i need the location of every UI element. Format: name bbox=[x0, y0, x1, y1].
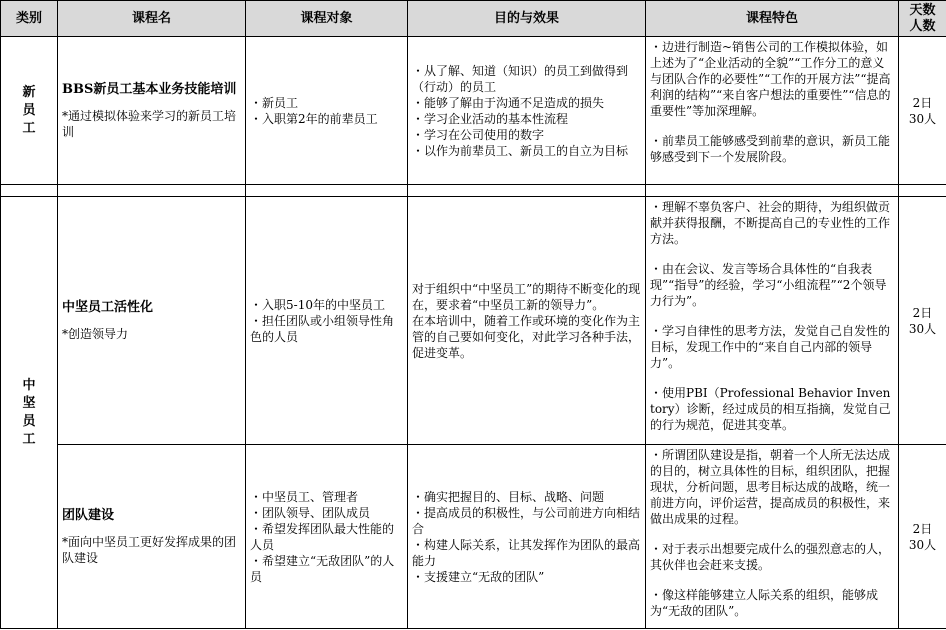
course-subtitle: *创造领导力 bbox=[62, 326, 129, 341]
category-new bbox=[1, 37, 58, 185]
header-target: 课程对象 bbox=[246, 1, 408, 37]
list-item: ・入职第2年的前辈员工 bbox=[250, 111, 378, 126]
people-value: 30人 bbox=[908, 111, 937, 126]
course-title: 团队建设 bbox=[62, 507, 115, 523]
category-mid bbox=[1, 197, 58, 629]
header-people: 人数 bbox=[909, 18, 936, 34]
list-item: ・学习企业活动的基本性流程 bbox=[412, 111, 569, 126]
course-subtitle: *面向中坚员工更好发挥成果的团队建设 bbox=[62, 534, 237, 565]
table-row bbox=[1, 197, 946, 445]
target-cell bbox=[246, 197, 408, 445]
target-cell bbox=[246, 445, 408, 629]
days-people-cell bbox=[899, 445, 946, 629]
list-item: ・所谓团队建设是指，朝着一个人所无法达成的目的，树立具体性的目标，组织团队，把握现状，分析问题，思考目标达成的战略，统一前进方向，评价运营，提高成员的积极性，来做出成果的过程。 bbox=[650, 448, 891, 526]
features-cell bbox=[646, 197, 899, 445]
list-item: ・由在会议、发言等场合具体性的“自我表现”“指导”的经验，学习“小组流程”“2个领导力行为”。 bbox=[650, 262, 887, 308]
course-name-cell bbox=[58, 37, 246, 185]
header-features: 课程特色 bbox=[646, 1, 899, 37]
purpose-cell bbox=[408, 197, 646, 445]
list-item: ・使用PBI（Professional Behavior Inventory）诊断，经过成员的相互指摘，发觉自己的行为规范，促进其变革。 bbox=[650, 386, 891, 432]
list-item: ・从了解、知道（知识）的员工到做得到（行动）的员工 bbox=[412, 63, 629, 94]
features-cell bbox=[646, 37, 899, 185]
features-cell bbox=[646, 445, 899, 629]
list-item: ・中坚员工、管理者 bbox=[250, 489, 359, 504]
list-item: ・前辈员工能够感受到前辈的意识，新员工能够感受到下一个发展阶段。 bbox=[650, 134, 891, 164]
header-course-name: 课程名 bbox=[58, 1, 246, 37]
list-item: ・新员工 bbox=[250, 95, 299, 110]
days-value: 2日 bbox=[912, 95, 933, 110]
course-title: 中坚员工活性化 bbox=[62, 299, 154, 315]
spacer-row bbox=[1, 185, 946, 197]
course-subtitle: *通过模拟体验来学习的新员工培训 bbox=[62, 108, 237, 139]
list-item: ・学习在公司使用的数字 bbox=[412, 127, 545, 142]
header-days: 天数 bbox=[909, 2, 936, 18]
table-row bbox=[1, 445, 946, 629]
list-item: ・入职5-10年的中坚员工 bbox=[250, 297, 385, 312]
days-value: 2日 bbox=[912, 521, 933, 536]
list-item: ・支援建立“无敌的团队” bbox=[412, 569, 545, 584]
header-days-people bbox=[899, 1, 946, 37]
people-value: 30人 bbox=[908, 321, 937, 336]
list-item: ・担任团队或小组领导性角色的人员 bbox=[250, 313, 395, 344]
list-item: ・团队领导、团队成员 bbox=[250, 505, 371, 520]
list-item: ・希望建立“无敌团队”的人员 bbox=[250, 553, 395, 584]
list-item: ・确实把握目的、目标、战略、问题 bbox=[412, 489, 605, 504]
list-item: ・边进行制造~销售公司的工作模拟体验，如上述为了“企业活动的全貌”“工作分工的意义与团队合作的必要性”“工作的开展方法”“提高利润的结构”“来自客户想法的重要性”“信息的重要性”等加深理解。 bbox=[650, 40, 891, 118]
list-item: 对于组织中“中坚员工”的期待不断变化的现在，要求着“中坚员工新的领导力”。 bbox=[412, 281, 641, 312]
category-mid-label: 中坚员工 bbox=[22, 377, 36, 447]
header-category: 类别 bbox=[1, 1, 58, 37]
purpose-cell bbox=[408, 37, 646, 185]
header-purpose: 目的与效果 bbox=[408, 1, 646, 37]
list-item: ・构建人际关系，让其发挥作为团队的最高能力 bbox=[412, 537, 641, 568]
days-value: 2日 bbox=[912, 305, 933, 320]
course-name-cell bbox=[58, 445, 246, 629]
course-title: BBS新员工基本业务技能培训 bbox=[62, 81, 237, 97]
list-item: ・希望发挥团队最大性能的人员 bbox=[250, 521, 395, 552]
list-item: ・能够了解由于沟通不足造成的损失 bbox=[412, 95, 605, 110]
list-item: ・提高成员的积极性，与公司前进方向相结合 bbox=[412, 505, 641, 536]
purpose-cell bbox=[408, 445, 646, 629]
people-value: 30人 bbox=[908, 537, 937, 552]
header-row bbox=[1, 1, 946, 37]
list-item: ・学习自律性的思考方法，发觉自己自发性的目标，发现工作中的“来自自己内部的领导力”。 bbox=[650, 324, 891, 370]
table-row bbox=[1, 37, 946, 185]
list-item: ・以作为前辈员工、新员工的自立为目标 bbox=[412, 143, 629, 158]
list-item: ・对于表示出想要完成什么的强烈意志的人，其伙伴也会赶来支援。 bbox=[650, 542, 891, 572]
course-name-cell bbox=[58, 197, 246, 445]
target-cell bbox=[246, 37, 408, 185]
list-item: ・像这样能够建立人际关系的组织，能够成为“无敌的团队”。 bbox=[650, 588, 879, 618]
list-item: ・理解不辜负客户、社会的期待，为组织做贡献并获得报酬，不断提高自己的专业性的工作方法。 bbox=[650, 200, 891, 246]
category-new-label: 新员工 bbox=[22, 84, 36, 136]
days-people-cell bbox=[899, 37, 946, 185]
days-people-cell bbox=[899, 197, 946, 445]
list-item: 在本培训中，随着工作或环境的变化作为主管的自己要如何变化，对此学习各种手法，促进变革。 bbox=[412, 313, 641, 360]
